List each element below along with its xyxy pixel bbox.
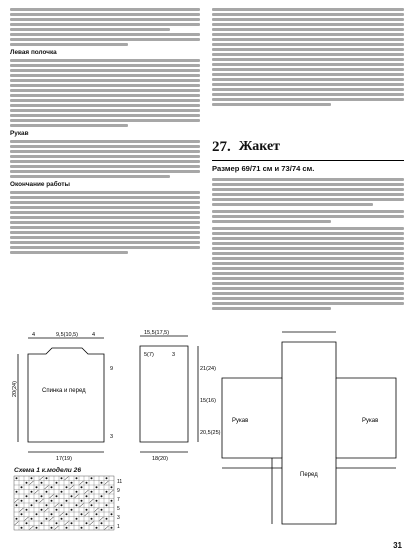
stitch-mark	[106, 477, 108, 479]
stitch-mark	[80, 481, 84, 484]
paragraph-block	[212, 227, 404, 310]
paragraph-block	[10, 140, 200, 178]
body-outline	[28, 348, 104, 442]
dim-top-3: 4	[92, 332, 96, 338]
stitch-mark	[96, 500, 98, 502]
stitch-mark	[106, 491, 108, 493]
panel-label: Спинка и перед	[42, 388, 86, 394]
stitch-mark	[36, 500, 38, 502]
stitch-mark	[90, 499, 94, 502]
stitch-mark	[41, 495, 43, 497]
stitch-mark	[91, 477, 93, 479]
stitch-mark	[75, 495, 79, 498]
dim-side-1: 20(24)	[12, 381, 18, 397]
stitch-mark	[101, 509, 103, 511]
stitch-mark	[111, 527, 113, 529]
stitch-mark	[56, 522, 58, 524]
subhead-finishing: Окончание работы	[10, 181, 70, 188]
left-text-column	[10, 8, 200, 254]
stitch-mark	[100, 517, 104, 520]
stitch-chart	[14, 476, 134, 532]
chart-row-number: 9	[117, 488, 120, 494]
stitch-mark	[16, 504, 18, 506]
stitch-mark	[25, 517, 29, 520]
stitch-mark	[30, 526, 34, 529]
stitch-mark	[51, 486, 53, 488]
chart-caption: Схема 1 к.модели 26	[14, 467, 82, 474]
paragraph-block	[212, 178, 404, 206]
stitch-mark	[51, 513, 53, 515]
chart-row-number: 1	[117, 524, 120, 530]
dim-sleeve-side-1: 21(24)	[200, 366, 216, 372]
stitch-mark	[76, 518, 78, 520]
stitch-mark	[41, 522, 43, 524]
dim-top-1: 4	[32, 332, 36, 338]
dim-sleeve-side-2: 15(16)	[200, 398, 216, 404]
stitch-mark	[66, 500, 68, 502]
stitch-mark	[36, 513, 38, 515]
stitch-mark	[76, 477, 78, 479]
stitch-mark	[101, 482, 103, 484]
stitch-mark	[46, 518, 48, 520]
stitch-mark	[105, 481, 109, 484]
stitch-mark	[91, 491, 93, 493]
stitch-mark	[16, 477, 18, 479]
stitch-mark	[21, 500, 23, 502]
stitch-mark	[86, 509, 88, 511]
stitch-mark	[71, 522, 73, 524]
section-rule	[212, 160, 404, 161]
stitch-mark	[90, 522, 94, 525]
sleeve-right-label: Рукав	[362, 418, 379, 424]
dim-side-3: 3	[110, 434, 114, 440]
stitch-mark	[95, 508, 99, 511]
stitch-mark	[111, 486, 113, 488]
pattern-diagram-jacket	[212, 326, 406, 538]
stitch-mark	[96, 513, 98, 515]
paragraph-block	[10, 8, 200, 46]
stitch-mark	[16, 491, 18, 493]
stitch-mark	[61, 518, 63, 520]
stitch-mark	[55, 526, 59, 529]
stitch-mark	[31, 518, 33, 520]
stitch-mark	[65, 522, 69, 525]
chart-row-number: 11	[117, 479, 123, 485]
dim-bottom: 17(19)	[56, 456, 72, 462]
stitch-mark	[111, 500, 113, 502]
stitch-mark	[51, 500, 53, 502]
stitch-mark	[46, 504, 48, 506]
page-number: 31	[393, 541, 402, 550]
size-line: Размер 69/71 см и 73/74 см.	[212, 164, 315, 173]
stitch-mark	[15, 499, 19, 502]
dim-sleeve-top: 15,5(17,5)	[144, 330, 170, 336]
sleeve-outline	[140, 346, 188, 442]
dim-sleeve-bottom: 18(20)	[152, 456, 168, 462]
stitch-mark	[30, 481, 34, 484]
dim-sleeve-2: 3	[172, 352, 176, 358]
stitch-mark	[106, 504, 108, 506]
stitch-mark	[26, 522, 28, 524]
section-number: 27.	[212, 138, 231, 155]
stitch-mark	[61, 491, 63, 493]
stitch-mark	[26, 482, 28, 484]
stitch-mark	[101, 495, 103, 497]
stitch-mark	[81, 486, 83, 488]
jacket-outline	[222, 342, 396, 524]
section-title: Жакет	[238, 139, 281, 154]
dim-top-2: 9,5(10,5)	[56, 332, 79, 338]
stitch-mark	[81, 500, 83, 502]
chart-row-number: 7	[117, 497, 120, 503]
right-text-column-lower	[212, 178, 404, 310]
stitch-mark	[50, 517, 54, 520]
stitch-mark	[45, 508, 49, 511]
stitch-mark	[66, 513, 68, 515]
stitch-mark	[41, 509, 43, 511]
subhead-left-shelf: Левая полочка	[10, 49, 57, 56]
right-text-column	[212, 8, 404, 106]
paragraph-block	[10, 191, 200, 254]
stitch-mark	[55, 504, 59, 507]
stitch-mark	[91, 518, 93, 520]
stitch-mark	[41, 482, 43, 484]
stitch-mark	[86, 522, 88, 524]
stitch-mark	[101, 522, 103, 524]
stitch-mark	[60, 513, 64, 516]
stitch-mark	[81, 527, 83, 529]
stitch-mark	[76, 504, 78, 506]
stitch-mark	[71, 509, 73, 511]
stitch-mark	[96, 527, 98, 529]
stitch-mark	[106, 518, 108, 520]
stitch-mark	[70, 486, 74, 489]
front-label: Перед	[300, 472, 318, 478]
sleeve-left-label: Рукав	[232, 418, 249, 424]
stitch-mark	[56, 482, 58, 484]
stitch-mark	[71, 495, 73, 497]
stitch-mark	[26, 495, 28, 497]
stitch-mark	[40, 499, 44, 502]
paragraph-block	[212, 210, 404, 223]
stitch-mark	[46, 491, 48, 493]
stitch-mark	[21, 527, 23, 529]
stitch-mark	[36, 486, 38, 488]
chart-row-number: 5	[117, 506, 120, 512]
subhead-sleeve: Рукав	[10, 130, 29, 137]
stitch-mark	[111, 513, 113, 515]
stitch-mark	[110, 490, 114, 493]
stitch-mark	[45, 486, 49, 489]
stitch-mark	[66, 486, 68, 488]
stitch-mark	[31, 504, 33, 506]
stitch-mark	[20, 508, 24, 511]
stitch-mark	[86, 482, 88, 484]
stitch-mark	[61, 504, 63, 506]
stitch-mark	[65, 477, 69, 480]
stitch-mark	[31, 491, 33, 493]
paragraph-block	[212, 8, 404, 106]
stitch-mark	[81, 513, 83, 515]
stitch-mark	[46, 477, 48, 479]
stitch-mark	[96, 486, 98, 488]
stitch-mark	[85, 513, 89, 516]
section-heading	[212, 136, 404, 158]
stitch-mark	[56, 495, 58, 497]
stitch-mark	[15, 522, 19, 525]
stitch-mark	[86, 495, 88, 497]
pattern-diagram-back-front	[12, 330, 221, 465]
chart-row-number: 3	[117, 515, 120, 521]
stitch-mark	[61, 477, 63, 479]
stitch-mark	[91, 504, 93, 506]
stitch-mark	[16, 518, 18, 520]
stitch-mark	[31, 477, 33, 479]
stitch-mark	[80, 504, 84, 507]
stitch-mark	[66, 527, 68, 529]
stitch-mark	[56, 509, 58, 511]
stitch-mark	[26, 509, 28, 511]
stitch-mark	[76, 491, 78, 493]
stitch-chart-svg	[14, 476, 134, 532]
stitch-mark	[50, 495, 54, 498]
stitch-mark	[71, 482, 73, 484]
stitch-mark	[51, 527, 53, 529]
stitch-mark	[105, 526, 109, 529]
stitch-mark	[40, 477, 44, 480]
stitch-mark	[85, 490, 89, 493]
dim-sleeve-1: 5(7)	[144, 352, 154, 358]
paragraph-block	[10, 59, 200, 127]
stitch-mark	[21, 486, 23, 488]
stitch-mark	[36, 527, 38, 529]
stitch-mark	[35, 490, 39, 493]
stitch-mark	[21, 513, 23, 515]
dim-sleeve-side-3: 20,5(25)	[200, 430, 221, 436]
dim-side-2: 9	[110, 366, 114, 372]
